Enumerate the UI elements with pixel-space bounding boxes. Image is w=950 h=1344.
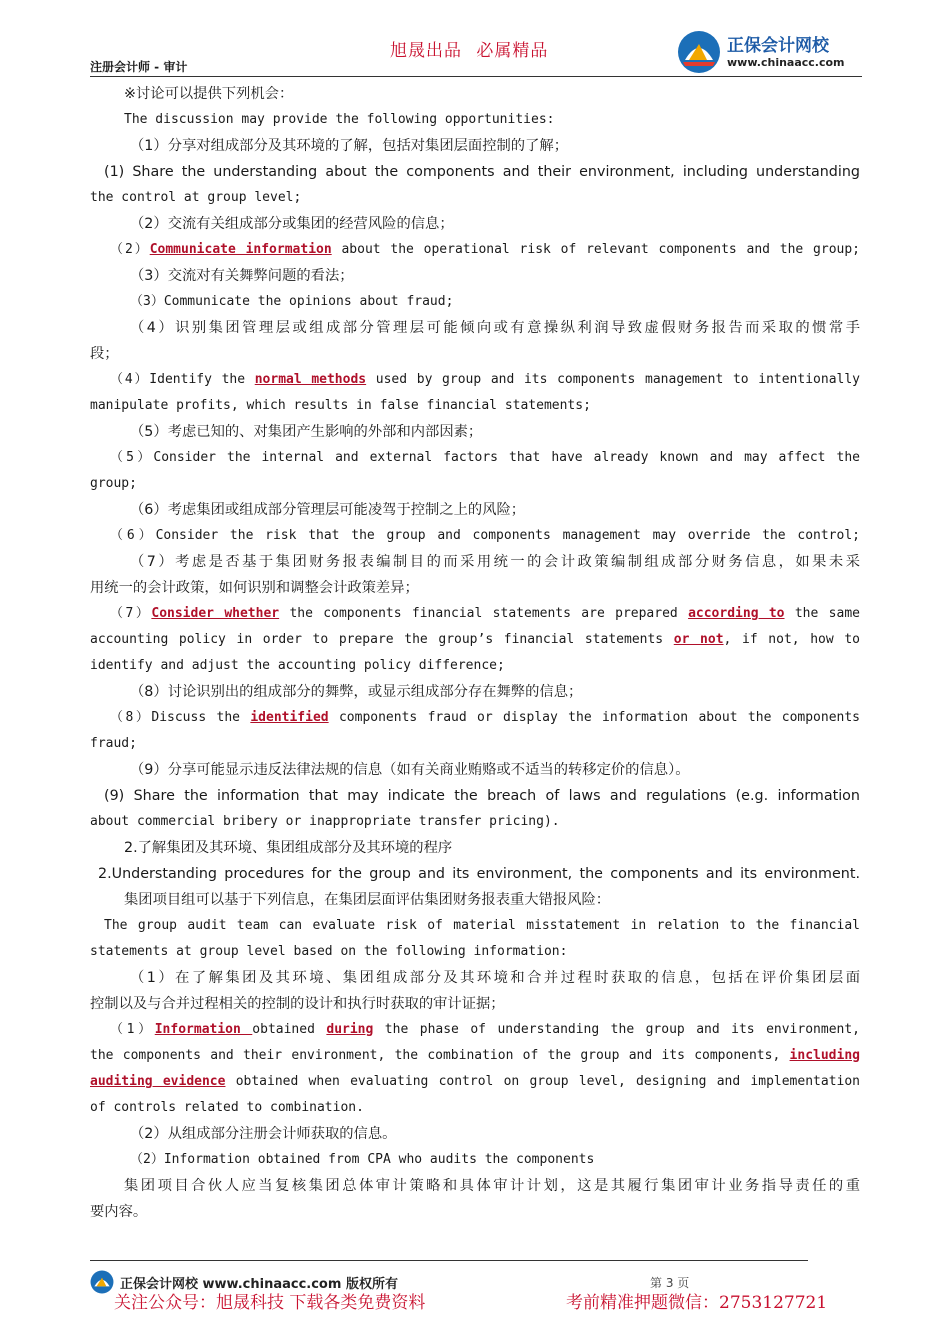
text-line (90, 939, 860, 965)
text-span: statements at group level based on the following information: (90, 944, 568, 959)
text-line (90, 1017, 860, 1043)
text-span: ※讨论可以提供下列机会： (124, 86, 294, 102)
text-line (90, 887, 860, 913)
page-footer (90, 1268, 862, 1328)
chinaacc-footer-logo-icon (90, 1270, 114, 1294)
text-span: （4）识别集团管理层或组成部分管理层可能倾向或有意操纵利润导致虚假财务报告而采取的惯常手 (130, 320, 860, 336)
text-span: the components financial statements are prepared (279, 606, 689, 621)
text-line (90, 679, 860, 705)
text-line (90, 289, 860, 315)
text-line (90, 991, 860, 1017)
header-divider (90, 76, 862, 77)
brand-logo (677, 28, 862, 74)
highlighted-term: during (326, 1022, 374, 1037)
text-line (90, 471, 860, 497)
footer-divider (90, 1260, 808, 1261)
text-span: （2）交流有关组成部分或集团的经营风险的信息； (130, 216, 454, 232)
text-line (90, 133, 860, 159)
text-span: 集团项目组可以基于下列信息，在集团层面评估集团财务报表重大错报风险： (124, 892, 611, 908)
text-span: （2）Information obtained from CPA who audits the components (130, 1152, 595, 1167)
text-line (90, 601, 860, 627)
text-span: group; (90, 476, 137, 491)
text-span: about commercial bribery or inappropriate transfer pricing). (90, 814, 560, 829)
text-line (90, 81, 860, 107)
highlighted-term: Consider whether (151, 606, 280, 621)
text-line (90, 1043, 860, 1069)
logo-name: 正保会计网校 (727, 36, 829, 56)
text-span: 2.了解集团及其环境、集团组成部分及其环境的程序 (124, 840, 453, 856)
document-body (90, 81, 860, 1225)
text-line (90, 185, 860, 211)
chinaacc-logo-icon (677, 30, 721, 74)
highlighted-term: normal methods (254, 372, 367, 387)
text-line (90, 341, 860, 367)
highlighted-term: identified (250, 710, 329, 725)
text-span: （7） (110, 606, 152, 621)
text-span: the same (784, 606, 860, 621)
highlighted-term: according to (688, 606, 785, 621)
text-span: （6）Consider the risk that the group and components management may override the control; (110, 528, 860, 543)
text-line (90, 237, 860, 263)
text-span: 段； (90, 346, 119, 362)
footer-promo-left: 关注公众号：旭晟科技 下载各类免费资料 (114, 1293, 426, 1313)
text-line (90, 965, 860, 991)
text-span: （7）考虑是否基于集团财务报表编制目的而采用统一的会计政策编制组成部分财务信息，如果未采 (130, 554, 860, 570)
logo-url: www.chinaacc.com (727, 56, 845, 69)
text-span: （3）Communicate the opinions about fraud; (130, 294, 454, 309)
text-span: of controls related to combination. (90, 1100, 364, 1115)
text-line (90, 159, 860, 185)
text-line (90, 731, 860, 757)
text-span: the phase of understanding the group and its environment, (373, 1022, 860, 1037)
text-line (90, 809, 860, 835)
text-span: identify and adjust the accounting policy difference; (90, 658, 505, 673)
text-span: the control at group level; (90, 190, 302, 205)
footer-promo-right: 考前精准押题微信：2753127721 (566, 1293, 828, 1313)
highlighted-term: or not (673, 632, 724, 647)
text-line (90, 575, 860, 601)
text-span: The group audit team can evaluate risk of material misstatement in relation to the financial (104, 918, 860, 933)
highlighted-term: auditing evidence (90, 1074, 226, 1089)
text-span: The discussion may provide the following opportunities: (124, 112, 555, 127)
text-span: （9）分享可能显示违反法律法规的信息（如有关商业贿赂或不适当的转移定价的信息）。 (130, 762, 690, 778)
text-span: (9) Share the information that may indicate the breach of laws and regulations (e.g. information (104, 788, 860, 804)
text-line (90, 627, 860, 653)
text-line (90, 783, 860, 809)
text-line (90, 757, 860, 783)
header-course-title: 注册会计师 - 审计 (90, 60, 188, 74)
text-line (90, 107, 860, 133)
text-line (90, 1069, 860, 1095)
highlighted-term: Communicate information (149, 242, 332, 257)
text-span: components fraud or display the information about the components (328, 710, 860, 725)
text-line (90, 913, 860, 939)
text-line (90, 445, 860, 471)
text-line (90, 1199, 860, 1225)
footer-copyright: 正保会计网校 www.chinaacc.com 版权所有 (120, 1277, 398, 1292)
text-span: manipulate profits, which results in false financial statements; (90, 398, 591, 413)
text-line (90, 835, 860, 861)
text-line (90, 705, 860, 731)
text-line (90, 861, 860, 887)
text-span: （4）Identify the (110, 372, 255, 387)
text-span: （1） (110, 1022, 155, 1037)
text-line (90, 1173, 860, 1199)
text-line (90, 497, 860, 523)
text-line (90, 1095, 860, 1121)
header-slogan: 旭晟出品 必属精品 (390, 41, 549, 61)
text-span: （5）Consider the internal and external factors that have already known and may affect the (110, 450, 860, 465)
text-span: fraud; (90, 736, 137, 751)
text-span: obtained (252, 1022, 327, 1037)
text-line (90, 211, 860, 237)
text-span: （6）考虑集团或组成部分管理层可能凌驾于控制之上的风险； (130, 502, 526, 518)
text-span: （8）讨论识别出的组成部分的舞弊，或显示组成部分存在舞弊的信息； (130, 684, 583, 700)
text-line (90, 549, 860, 575)
text-line (90, 393, 860, 419)
text-span: (1) Share the understanding about the components and their environment, including understanding (104, 164, 860, 180)
page-number: 第 3 页 (650, 1276, 690, 1290)
text-line (90, 653, 860, 679)
text-span: 控制以及与合并过程相关的控制的设计和执行时获取的审计证据； (90, 996, 505, 1012)
page-header (90, 28, 862, 78)
text-span: 2.Understanding procedures for the group and its environment, the components and its environment. (98, 866, 860, 882)
text-span: used by group and its components management to intentionally (366, 372, 860, 387)
text-span: （2） (110, 242, 150, 257)
text-span: 用统一的会计政策，如何识别和调整会计政策差异； (90, 580, 419, 596)
text-line (90, 1121, 860, 1147)
text-span: （2）从组成部分注册会计师获取的信息。 (130, 1126, 397, 1142)
text-span: 要内容。 (90, 1204, 148, 1220)
text-span: accounting policy in order to prepare the group’s financial statements (90, 632, 674, 647)
text-span: , if not, how to (723, 632, 860, 647)
text-span: the components and their environment, the combination of the group and its components, (90, 1048, 790, 1063)
highlighted-term: including (789, 1048, 860, 1063)
text-span: （1）分享对组成部分及其环境的了解，包括对集团层面控制的了解； (130, 138, 568, 154)
text-span: about the operational risk of relevant components and the group; (331, 242, 860, 257)
highlighted-term: Information (154, 1022, 253, 1037)
text-line (90, 263, 860, 289)
text-line (90, 367, 860, 393)
text-span: （3）交流对有关舞弊问题的看法； (130, 268, 354, 284)
text-line (90, 1147, 860, 1173)
text-line (90, 419, 860, 445)
text-line (90, 315, 860, 341)
text-span: obtained when evaluating control on group level, designing and implementation (225, 1074, 860, 1089)
text-span: （1）在了解集团及其环境、集团组成部分及其环境和合并过程时获取的信息，包括在评价集团层面 (130, 970, 860, 986)
text-span: 集团项目合伙人应当复核集团总体审计策略和具体审计计划，这是其履行集团审计业务指导责任的重 (124, 1178, 860, 1194)
text-span: （5）考虑已知的、对集团产生影响的外部和内部因素； (130, 424, 483, 440)
text-line (90, 523, 860, 549)
text-span: （8）Discuss the (110, 710, 251, 725)
